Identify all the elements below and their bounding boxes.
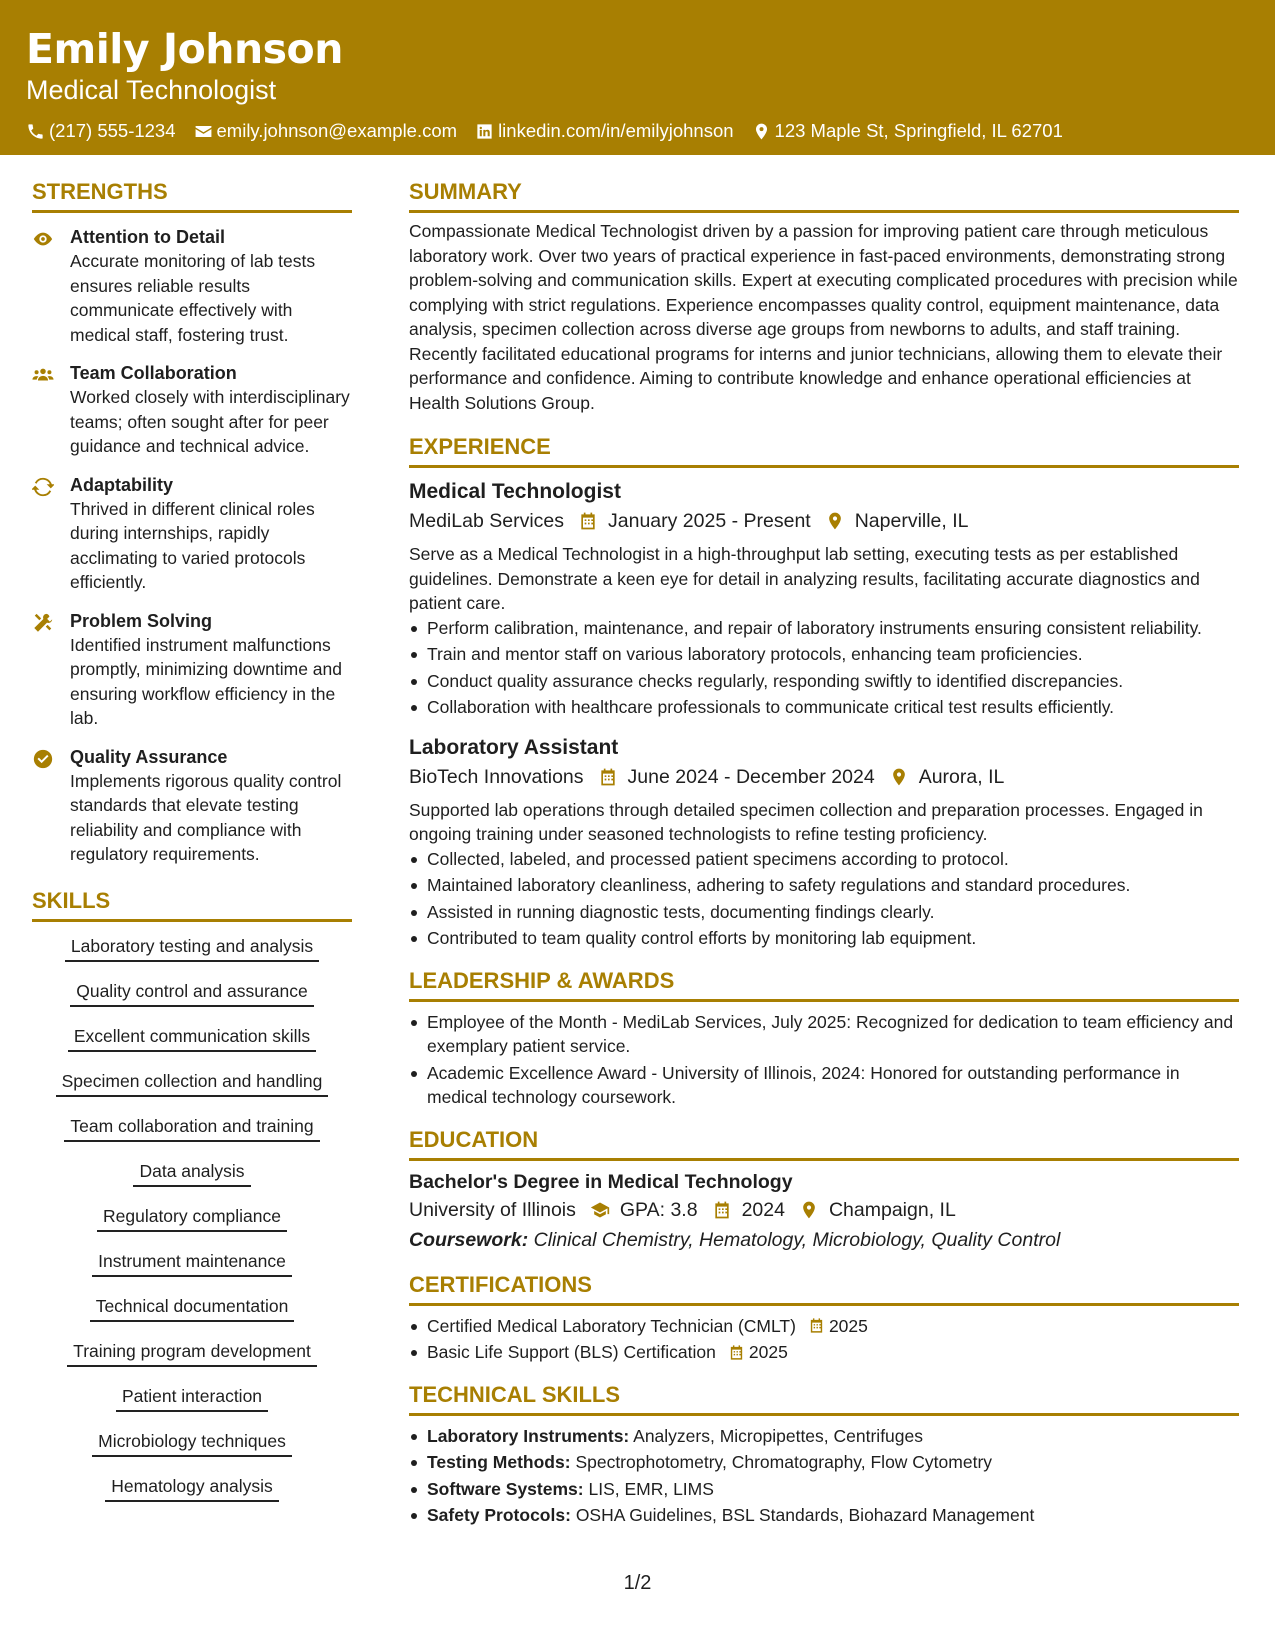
education-meta [409, 1195, 1239, 1225]
right-column [409, 176, 1239, 1542]
coursework-list: Clinical Chemistry, Hematology, Microbiology, Quality Control [533, 1228, 1061, 1251]
certifications-heading: CERTIFICATIONS [409, 1269, 1239, 1306]
map-marker-icon [889, 767, 909, 787]
gpa: GPA: 3.8 [619, 1198, 698, 1221]
skill-item: Regulatory compliance [97, 1204, 287, 1232]
certification-item [409, 1314, 1239, 1339]
map-marker-icon [752, 122, 771, 141]
technical-skill-label: Testing Methods: [427, 1452, 571, 1472]
technical-skills-list [409, 1424, 1239, 1528]
strength-item [32, 473, 352, 595]
award-item: Employee of the Month - MediLab Services, July 2025: Recognized for dedication to team efficiency and exemplary patient service. [409, 1010, 1239, 1059]
linkedin-text: linkedin.com/in/emilyjohnson [498, 120, 734, 141]
skill-item: Specimen collection and handling [56, 1069, 329, 1097]
technical-skill-value: LIS, EMR, LIMS [588, 1478, 714, 1499]
job-dates: June 2024 - December 2024 [627, 765, 875, 788]
coursework-label: Coursework: [409, 1228, 529, 1251]
job-bullet: Train and mentor staff on various laboratory protocols, enhancing team proficiencies. [409, 642, 1239, 667]
contact-bar [26, 120, 1249, 142]
phone-text: (217) 555-1234 [49, 120, 176, 141]
certification-name: Basic Life Support (BLS) Certification [427, 1342, 716, 1362]
strength-title: Problem Solving [70, 610, 213, 631]
skills-list [32, 934, 352, 1519]
job-company: MediLab Services [409, 510, 564, 532]
job-title: Laboratory Assistant [409, 735, 619, 759]
calendar-icon [728, 1344, 745, 1361]
leadership-heading: LEADERSHIP & AWARDS [409, 965, 1239, 1002]
calendar-icon [578, 511, 598, 531]
technical-skill-value: Analyzers, Micropipettes, Centrifuges [633, 1425, 923, 1446]
strength-item [32, 225, 352, 347]
summary-text: Compassionate Medical Technologist driven by a passion for improving patient care through meticulous laboratory work. Over two years of practical experience in fast-paced environments, demonstrating strong problem-solving and communication skills. Expert at executing complicated procedures with precision while complying with strict regulations. Experience encompasses quality control, equipment maintenance, data analysis, specimen collection across diverse age groups from newborns to adults, and staff training. Recently facilitated educational programs for interns and junior technicians, allowing them to elevate their performance and confidence. Aiming to contribute knowledge and enhance operational efficiencies at Health Solutions Group. [409, 221, 1238, 413]
job-bullet: Maintained laboratory cleanliness, adhering to safety regulations and standard procedures. [409, 873, 1239, 898]
technical-skill-value: Spectrophotometry, Chromatography, Flow Cytometry [575, 1452, 993, 1472]
map-marker-icon [825, 511, 845, 531]
job-bullet: Contributed to team quality control efforts by monitoring lab equipment. [409, 926, 1239, 951]
strength-title: Attention to Detail [70, 227, 225, 247]
skill-item: Instrument maintenance [92, 1249, 292, 1277]
strengths-heading: STRENGTHS [32, 176, 352, 213]
job-location: Aurora, IL [918, 765, 1005, 788]
certification-year: 2025 [748, 1342, 788, 1362]
job-description: Serve as a Medical Technologist in a high-throughput lab setting, executing tests as per established guidelines. Demonstrate a keen eye for detail in analyzing results, facilitating accurate diagnostics and patient care. [409, 544, 1200, 613]
contact-linkedin[interactable] [475, 120, 733, 142]
users-icon [32, 364, 54, 386]
skill-item: Technical documentation [90, 1294, 295, 1322]
technical-skill-item [409, 1477, 1239, 1502]
certification-item [409, 1340, 1239, 1365]
job-bullet: Assisted in running diagnostic tests, documenting findings clearly. [409, 900, 1239, 925]
job-description: Supported lab operations through detailed specimen collection and preparation processes. Engaged in ongoing training under seasoned technologists to refine testing proficiency. [409, 799, 1203, 844]
contact-phone[interactable] [26, 120, 176, 142]
technical-skill-value: OSHA Guidelines, BSL Standards, Biohazard Management [575, 1505, 1035, 1525]
experience-section [409, 431, 1239, 951]
calendar-icon [598, 767, 618, 787]
job-bullets [409, 847, 1239, 951]
skill-item: Data analysis [133, 1159, 250, 1187]
strength-desc: Identified instrument malfunctions promptly, minimizing downtime and ensuring workflow efficiency in the lab. [70, 634, 343, 728]
job-meta [409, 762, 1239, 792]
strength-desc: Implements rigorous quality control standards that elevate testing reliability and compliance with regulatory requirements. [70, 770, 342, 864]
skill-item: Patient interaction [116, 1384, 268, 1412]
coursework [409, 1225, 1239, 1255]
page-number: 1/2 [623, 1572, 652, 1594]
technical-skill-label: Safety Protocols: [427, 1505, 571, 1525]
job-location: Naperville, IL [854, 510, 969, 532]
email-text: emily.johnson@example.com [216, 120, 458, 141]
skill-item: Training program development [67, 1339, 317, 1367]
phone-icon [26, 122, 45, 141]
school-name: University of Illinois [409, 1198, 576, 1221]
strength-desc: Thrived in different clinical roles during internships, rapidly acclimating to varied protocols efficiently. [70, 498, 315, 592]
certifications-list [409, 1314, 1239, 1365]
technical-skills-heading: TECHNICAL SKILLS [409, 1379, 1239, 1416]
strength-title: Adaptability [70, 474, 174, 495]
address-text: 123 Maple St, Springfield, IL 62701 [774, 120, 1063, 141]
strength-title: Quality Assurance [70, 746, 228, 767]
skill-item: Team collaboration and training [64, 1114, 319, 1142]
skill-item: Laboratory testing and analysis [65, 934, 319, 962]
strength-title: Team Collaboration [70, 363, 237, 383]
technical-skill-label: Laboratory Instruments: [427, 1425, 630, 1446]
strength-item [32, 361, 352, 459]
calendar-icon [808, 1317, 825, 1334]
calendar-icon [712, 1200, 732, 1220]
job-bullet: Collected, labeled, and processed patient specimens according to protocol. [409, 847, 1239, 872]
education-heading: EDUCATION [409, 1124, 1239, 1161]
skills-heading: SKILLS [32, 885, 352, 922]
job-company: BioTech Innovations [409, 765, 584, 788]
job-dates: January 2025 - Present [608, 510, 811, 532]
map-marker-icon [799, 1200, 819, 1220]
candidate-role: Medical Technologist [26, 75, 277, 105]
technical-skill-item [409, 1424, 1239, 1449]
job-bullet: Collaboration with healthcare professionals to communicate critical test results efficiently. [409, 695, 1239, 720]
job-meta [409, 506, 1239, 536]
skill-item: Hematology analysis [105, 1474, 278, 1502]
leadership-section [409, 965, 1239, 1110]
strength-desc: Accurate monitoring of lab tests ensures reliable results communicate effectively with medical staff, fostering trust. [70, 251, 316, 345]
graduation-year: 2024 [741, 1198, 785, 1221]
job-bullets [409, 616, 1239, 720]
technical-skill-item [409, 1450, 1239, 1475]
leadership-list [409, 1010, 1239, 1110]
strength-item [32, 609, 352, 731]
linkedin-icon [475, 122, 494, 141]
graduation-cap-icon [590, 1200, 610, 1220]
school-location: Champaign, IL [828, 1198, 956, 1221]
job-bullet: Conduct quality assurance checks regularly, responding swiftly to identified discrepancies. [409, 669, 1239, 694]
contact-address [752, 120, 1063, 142]
education-section [409, 1124, 1239, 1255]
certification-year: 2025 [828, 1315, 868, 1336]
technical-skill-label: Software Systems: [427, 1478, 584, 1499]
contact-email[interactable] [194, 120, 458, 142]
summary-heading: SUMMARY [409, 176, 1239, 213]
job-bullet: Perform calibration, maintenance, and repair of laboratory instruments ensuring consistent reliability. [409, 616, 1239, 641]
degree-title: Bachelor's Degree in Medical Technology [409, 1170, 793, 1193]
technical-skill-item [409, 1503, 1239, 1528]
skill-item: Quality control and assurance [70, 979, 314, 1007]
skill-item: Excellent communication skills [68, 1024, 316, 1052]
resume-header [0, 0, 1275, 155]
eye-icon [32, 228, 54, 250]
experience-heading: EXPERIENCE [409, 431, 1239, 468]
job-title: Medical Technologist [409, 480, 621, 503]
technical-skills-section [409, 1379, 1239, 1528]
tools-icon [32, 612, 54, 634]
skill-item: Microbiology techniques [92, 1429, 292, 1457]
check-circle-icon [32, 748, 54, 770]
sync-icon [32, 476, 54, 498]
candidate-name: Emily Johnson [26, 25, 343, 73]
left-column [32, 176, 352, 1519]
certifications-section [409, 1269, 1239, 1365]
strength-item [32, 745, 352, 867]
certification-name: Certified Medical Laboratory Technician (CMLT) [427, 1315, 796, 1336]
strength-desc: Worked closely with interdisciplinary teams; often sought after for peer guidance and technical advice. [70, 387, 350, 456]
award-item: Academic Excellence Award - University of Illinois, 2024: Honored for outstanding performance in medical technology coursework. [409, 1061, 1239, 1110]
envelope-icon [194, 122, 213, 141]
